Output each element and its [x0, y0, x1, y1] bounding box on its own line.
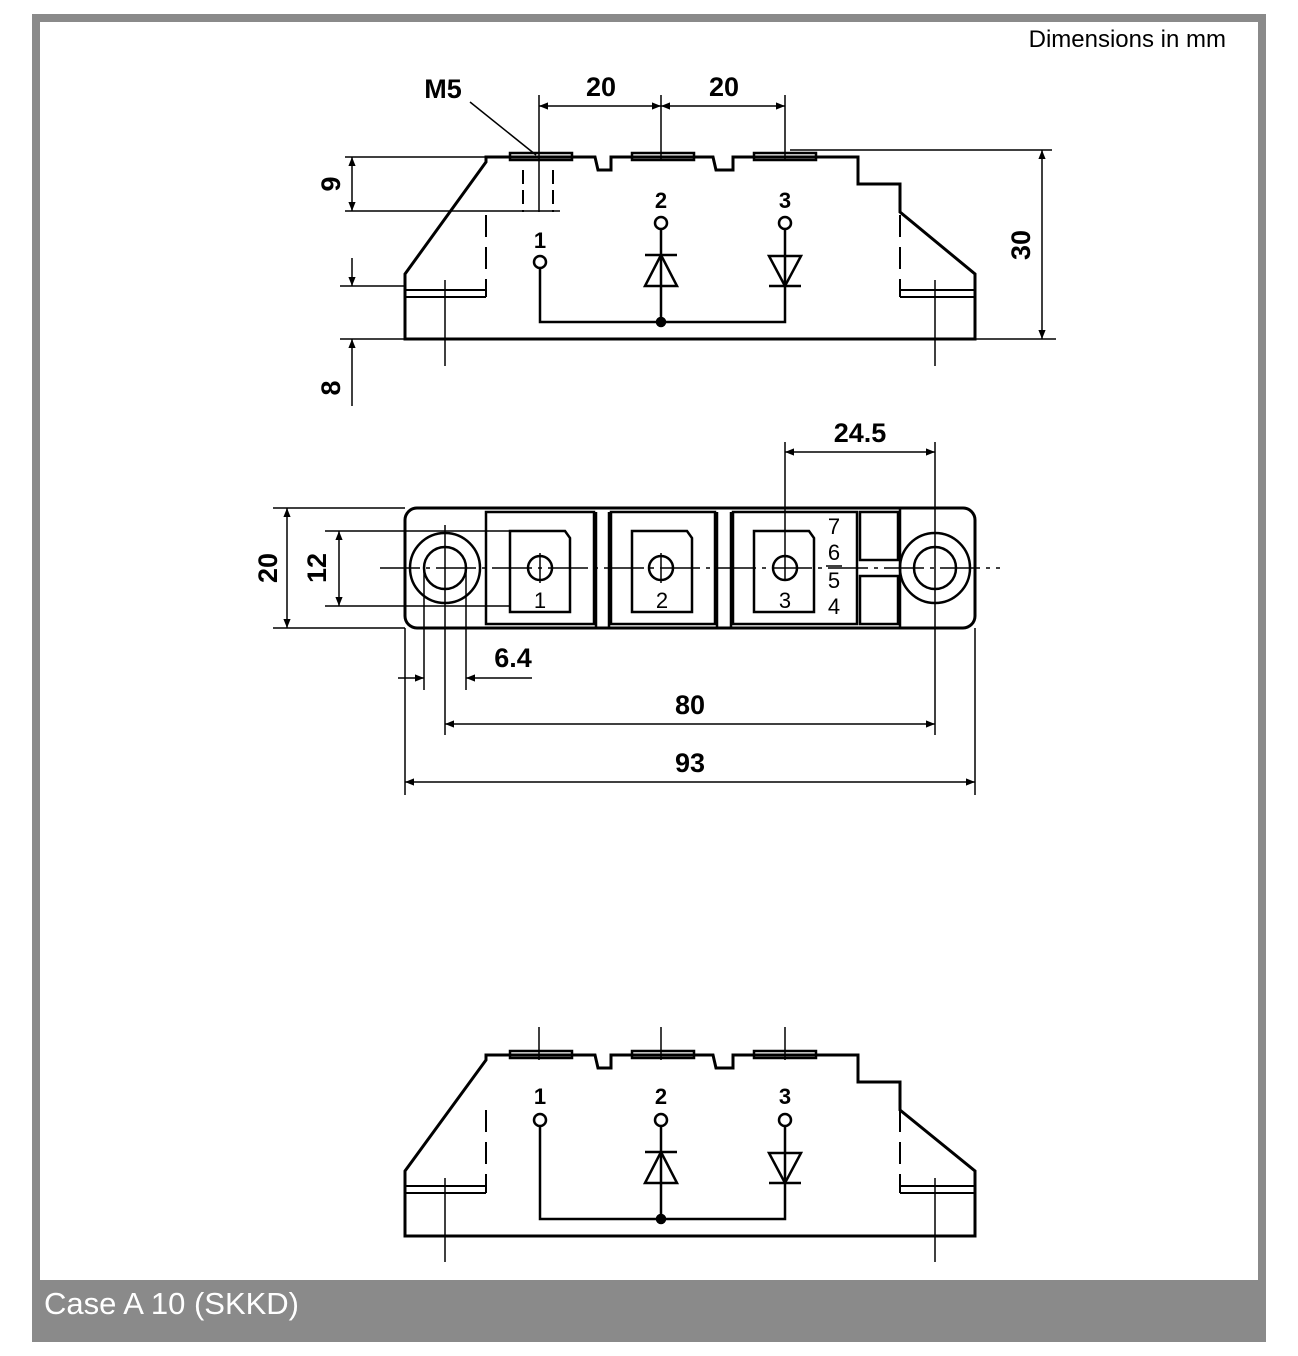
terminal-label-2: 2 — [655, 588, 669, 613]
terminal-label-1: 1 — [533, 588, 547, 613]
top-view — [273, 442, 1000, 795]
aux-pin-label-7: 7 — [827, 514, 841, 539]
bottom-pin-label-2: 2 — [654, 1084, 668, 1109]
bottom-view — [405, 1027, 975, 1262]
terminal-label-3: 3 — [778, 588, 792, 613]
aux-pin-label-6: 6 — [827, 540, 841, 565]
dim-total-height: 30 — [1006, 229, 1036, 261]
dim-hole-diameter: 6.4 — [494, 643, 532, 673]
dim-terminal-height: 9 — [316, 176, 346, 192]
side-view-body-outline — [405, 157, 975, 339]
aux-pin-label-4: 4 — [827, 594, 841, 619]
side-pin-label-2: 2 — [654, 188, 668, 213]
dim-pitch-right: 20 — [708, 72, 740, 102]
aux-pin-label-5: 5 — [827, 568, 841, 593]
case-caption: Case A 10 (SKKD) — [44, 1286, 300, 1321]
dim-terminal-width: 12 — [302, 552, 332, 584]
bottom-view-mounting-holes — [405, 1110, 975, 1193]
side-view-centerlines — [445, 95, 935, 366]
side-view-circuit — [534, 217, 801, 326]
dim-width: 20 — [253, 552, 283, 584]
bottom-view-body-outline — [405, 1055, 975, 1236]
bottom-pin-label-1: 1 — [533, 1084, 547, 1109]
dim-offset: 24.5 — [833, 418, 887, 448]
dim-total-length: 93 — [674, 748, 706, 778]
bottom-pin-label-3: 3 — [778, 1084, 792, 1109]
thread-label: M5 — [424, 74, 462, 104]
side-view-mounting-holes — [405, 170, 975, 297]
side-pin-label-1: 1 — [533, 228, 547, 253]
side-view — [340, 95, 1056, 406]
dim-pitch-left: 20 — [585, 72, 617, 102]
units-note: Dimensions in mm — [1028, 26, 1226, 53]
dim-mount-pitch: 80 — [674, 690, 706, 720]
side-pin-label-3: 3 — [778, 188, 792, 213]
dim-base-height: 8 — [316, 380, 346, 396]
bottom-view-centerlines — [445, 1027, 935, 1262]
bottom-view-circuit — [534, 1114, 801, 1223]
